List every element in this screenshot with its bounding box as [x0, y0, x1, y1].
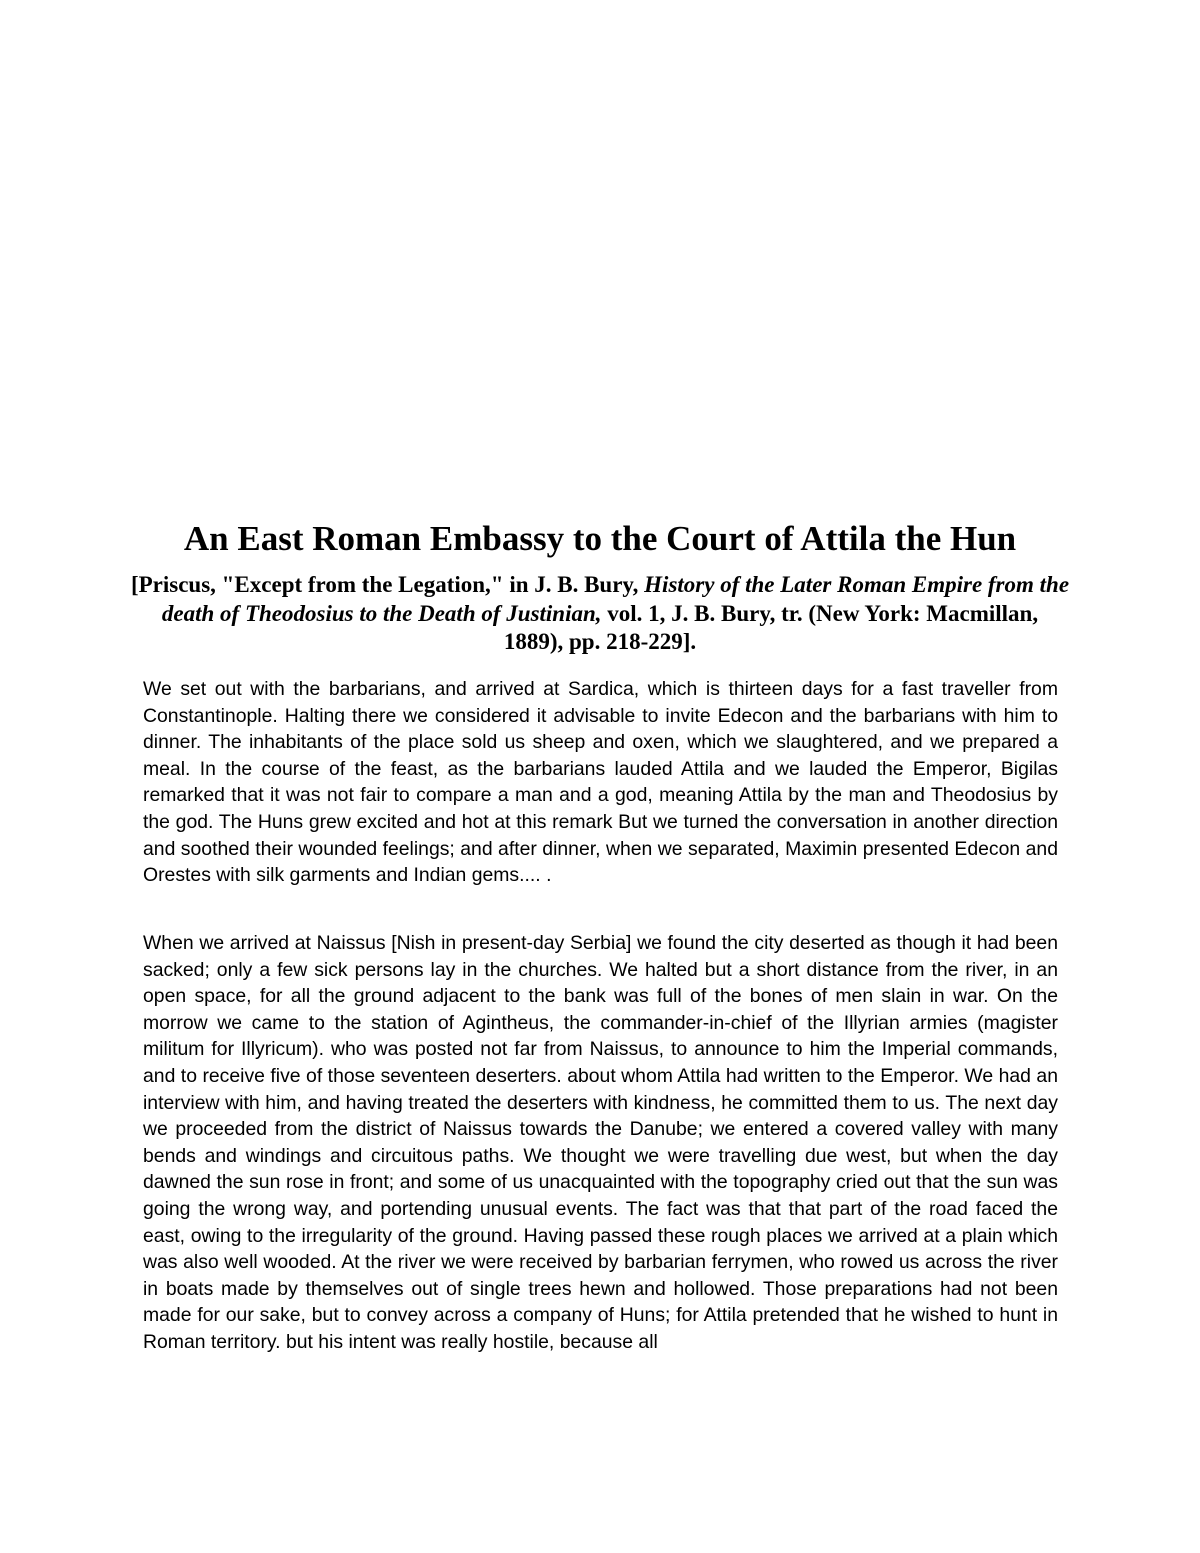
- source-citation: [130, 571, 1070, 657]
- citation-text-end: vol. 1, J. B. Bury, tr. (New York: Macmillan, 1889), pp. 218-229].: [503, 600, 1039, 654]
- citation-text-start: [Priscus, "Except from the Legation," in J. B. Bury,: [130, 572, 645, 597]
- body-paragraph-1: We set out with the barbarians, and arrived at Sardica, which is thirteen days for a fast traveller from Constantinople. Halting there we considered it advisable to invite Edecon and the barbarians with him to dinner. The inhabitants of the place sold us sheep and oxen, which we slaughtered, and we prepared a meal. In the course of the feast, as the barbarians lauded Attila and we lauded the Emperor, Bigilas remarked that it was not fair to compare a man and a god, meaning Attila by the man and Theodosius by the god. The Huns grew excited and hot at this remark But we turned the conversation in another direction and soothed their wounded feelings; and after dinner, when we separated, Maximin presented Edecon and Orestes with silk garments and Indian gems.... .: [143, 678, 1058, 887]
- body-paragraph-2: When we arrived at Naissus [Nish in present-day Serbia] we found the city deserted as though it had been sacked; only a few sick persons lay in the churches. We halted but a short distance from the river, in an open space, for all the ground adjacent to the bank was full of the bones of men slain in war. On the morrow we came to the station of Agintheus, the commander-in-chief of the Illyrian armies (magister militum for Illyricum). who was posted not far from Naissus, to announce to him the Imperial commands, and to receive five of those seventeen deserters. about whom Attila had written to the Emperor. We had an interview with him, and having treated the deserters with kindness, he committed them to us. The next day we proceeded from the district of Naissus towards the Danube; we entered a covered valley with many bends and windings and circuitous paths. We thought we were travelling due west, but when the day dawned the sun rose in front; and some of us unacquainted with the topography cried out that the sun was going the wrong way, and portending unusual events. The fact was that that part of the road faced the east, owing to the irregularity of the ground. Having passed these rough places we arrived at a plain which was also well wooded. At the river we were received by barbarian ferrymen, who rowed us across the river in boats made by themselves out of single trees hewn and hollowed. Those preparations had not been made for our sake, but to convey across a company of Huns; for Attila pretended that he wished to hunt in Roman territory. but his intent was really hostile, because all: [143, 932, 1058, 1353]
- citation-book-title: History of the Later Roman Empire from the death of Theodosius to the Death of Justinian,: [161, 572, 1070, 626]
- document-title: An East Roman Embassy to the Court of Attila the Hun: [183, 519, 1017, 558]
